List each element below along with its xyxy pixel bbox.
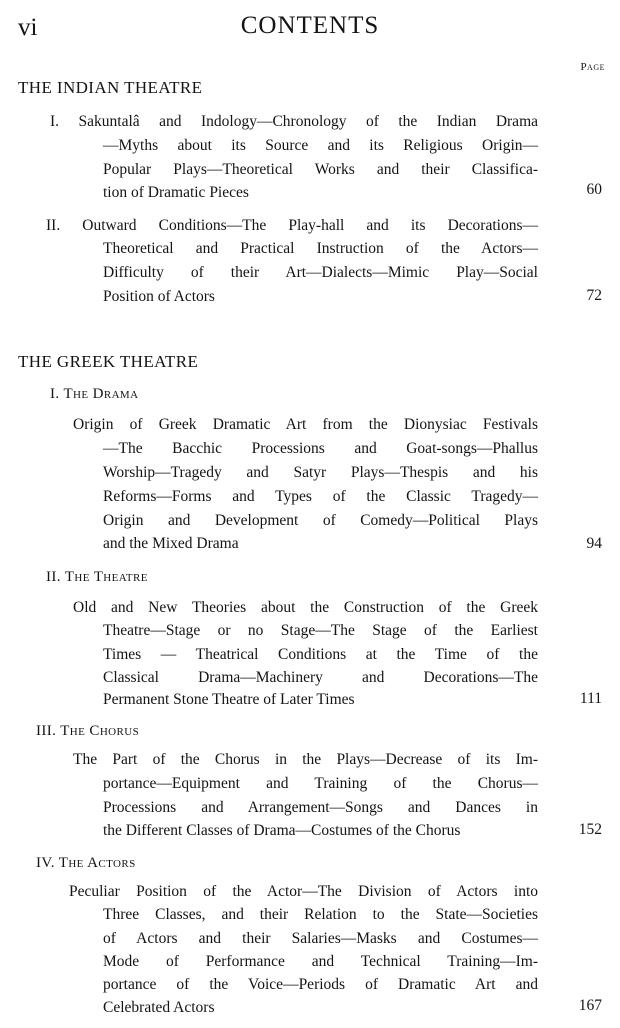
- toc-entry-line: Classical Drama—Machinery and Decorations—The: [103, 669, 538, 686]
- toc-entry-line: portance—Equipment and Training of the Chorus—: [103, 775, 538, 792]
- chapter-numeral: IV.: [36, 855, 55, 871]
- part-heading-greek: THE GREEK THEATRE: [18, 352, 199, 371]
- toc-entry-line: Theatre—Stage or no Stage—The Stage of the Earliest: [103, 622, 538, 639]
- toc-entry-line: portance of the Voice—Periods of Dramatic Art and: [103, 976, 538, 993]
- toc-entry-line: and the Mixed Drama: [103, 535, 239, 552]
- toc-entry-line: the Different Classes of Drama—Costumes of the Chorus: [103, 822, 461, 839]
- section-heading: IV. The Actors: [36, 855, 136, 871]
- chapter-numeral: III.: [36, 723, 57, 739]
- page-folio: vi: [18, 14, 38, 41]
- toc-entry-line: Reforms—Forms and Types of the Classic Tragedy—: [103, 488, 538, 505]
- toc-entry-line: The Part of the Chorus in the Plays—Decrease of its Im-: [73, 751, 538, 768]
- toc-entry-line: tion of Dramatic Pieces: [103, 184, 249, 201]
- toc-entry-line: Permanent Stone Theatre of Later Times: [103, 691, 355, 708]
- toc-entry-line: Mode of Performance and Technical Training—Im-: [103, 953, 538, 970]
- toc-entry-line: Peculiar Position of the Actor—The Division of Actors into: [69, 883, 538, 900]
- page-number: 111: [579, 690, 602, 707]
- section-heading: III. The Chorus: [36, 723, 140, 739]
- toc-entry-line: Celebrated Actors: [103, 999, 215, 1016]
- page-number: 167: [578, 997, 602, 1014]
- chapter-numeral: II.: [46, 217, 61, 234]
- section-heading: II. The Theatre: [46, 569, 148, 585]
- page-number: 72: [586, 287, 602, 304]
- toc-entry-line: Three Classes, and their Relation to the State—Societies: [103, 906, 538, 923]
- toc-entry-line: II. Outward Conditions—The Play-hall and its Decorations—: [46, 217, 538, 234]
- toc-entry-line: Theoretical and Practical Instruction of the Actors—: [103, 240, 538, 257]
- chapter-numeral: I.: [50, 386, 60, 402]
- toc-entry-line: Popular Plays—Theoretical Works and their Classifica-: [103, 161, 538, 178]
- page-title: CONTENTS: [240, 12, 380, 39]
- toc-entry-line: Old and New Theories about the Construction of the Greek: [73, 599, 538, 616]
- chapter-numeral: I.: [50, 113, 60, 130]
- page-number: 94: [586, 535, 602, 552]
- chapter-numeral: II.: [46, 569, 61, 585]
- section-heading: I. The Drama: [50, 386, 139, 402]
- toc-entry-line: Times — Theatrical Conditions at the Time of the: [103, 646, 538, 663]
- toc-entry-line: Difficulty of their Art—Dialects—Mimic Play—Social: [103, 264, 538, 281]
- toc-entry-line: of Actors and their Salaries—Masks and Costumes—: [103, 930, 538, 947]
- toc-entry-line: —Myths about its Source and its Religious Origin—: [103, 137, 538, 154]
- toc-entry-line: Position of Actors: [103, 288, 215, 305]
- toc-entry-line: Origin of Greek Dramatic Art from the Dionysiac Festivals: [73, 416, 538, 433]
- toc-entry-line: —The Bacchic Processions and Goat-songs—Phallus: [103, 440, 538, 457]
- toc-entry-line: Processions and Arrangement—Songs and Dances in: [103, 799, 538, 816]
- toc-entry-line: I. Sakuntalâ and Indology—Chronology of the Indian Drama: [50, 113, 538, 130]
- toc-entry-line: Origin and Development of Comedy—Political Plays: [103, 512, 538, 529]
- page-column-label: Page: [580, 61, 605, 73]
- part-heading-indian: THE INDIAN THEATRE: [18, 78, 203, 97]
- page-number: 60: [586, 181, 602, 198]
- page-number: 152: [578, 821, 602, 838]
- toc-entry-line: Worship—Tragedy and Satyr Plays—Thespis and his: [103, 464, 538, 481]
